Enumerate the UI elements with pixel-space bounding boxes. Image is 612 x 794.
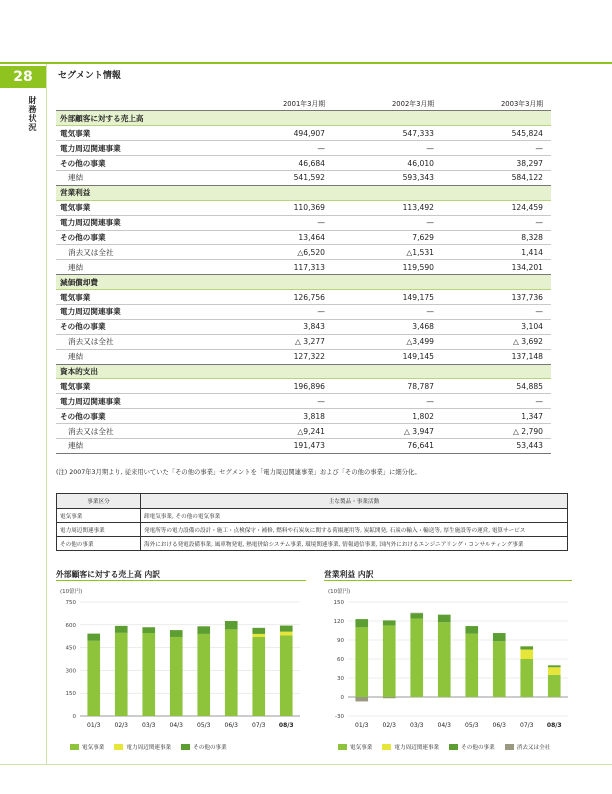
x-tick-label: 07/3 [520,722,534,729]
table-row [56,215,551,230]
row-label: 消去又は全社 [56,424,224,439]
legend-label: 電力周辺関連事業 [126,745,172,751]
value-cell: 119,590 [333,260,442,275]
x-tick-label: 08/3 [278,722,294,729]
bar-segment [548,675,561,697]
value-cell: 113,492 [333,200,442,215]
column-header [56,96,224,111]
value-cell: 134,201 [442,260,551,275]
page-title: セグメント情報 [58,71,121,81]
x-tick-label: 02/3 [382,722,396,729]
x-tick-label: 06/3 [224,722,238,729]
table-row [56,319,551,334]
value-cell: 1,414 [442,245,551,260]
row-label: その他の事業 [56,230,224,245]
legend-swatch [181,744,190,750]
section-title: 営業利益 [56,185,551,200]
column-header: 2002年3月期 [333,96,442,111]
bar-segment [197,634,210,716]
y-tick-label: 60 [337,657,344,663]
row-label: その他の事業 [56,156,224,171]
section-header-row [56,275,551,290]
row-label: 連結 [56,260,224,275]
value-cell: △1,531 [333,245,442,260]
table-row [56,200,551,215]
value-cell: 53,443 [442,438,551,453]
table-row [56,349,551,364]
table-row [56,260,551,275]
value-cell: 584,122 [442,170,551,185]
chart-title-sales: 外部顧客に対する売上高 内訳 [56,570,161,579]
x-tick-label: 05/3 [197,722,211,729]
x-tick-label: 03/3 [142,722,156,729]
value-cell: 3,818 [224,409,333,424]
bar-segment [520,659,533,697]
y-tick-label: 450 [65,645,76,652]
bar-segment [383,697,396,698]
bottom-rule [0,764,612,765]
value-cell: △ 3,692 [442,334,551,349]
value-cell: 547,333 [333,126,442,141]
value-cell: 76,641 [333,438,442,453]
bar-segment [252,628,265,634]
bar-segment [197,626,210,634]
column-header: 2003年3月期 [442,96,551,111]
y-tick-label: 750 [65,600,76,606]
value-cell: △9,241 [224,424,333,439]
segment-description-table [56,493,568,551]
table-row [56,394,551,409]
legend-swatch [70,744,79,750]
bar-segment [170,637,183,716]
y-tick-label: 150 [333,600,344,606]
bar-segment [410,618,423,697]
value-cell: 46,684 [224,156,333,171]
profit-chart-legend [338,743,550,751]
legend-item [114,743,171,751]
value-cell: 110,369 [224,200,333,215]
table-row [56,141,551,156]
table-row [56,379,551,394]
axis-unit: (10億円) [60,589,83,595]
value-cell: 3,104 [442,319,551,334]
table-row [56,334,551,349]
bar-segment [410,613,423,614]
row-label: 連結 [56,170,224,185]
value-cell: 593,343 [333,170,442,185]
value-cell: — [442,215,551,230]
value-cell: 494,907 [224,126,333,141]
table-row [57,523,568,537]
y-tick-label: 300 [65,668,76,675]
segment-name: その他の事業 [57,537,141,551]
bar-segment [383,625,396,697]
legend-label: 電気事業 [82,745,105,751]
sales-chart [56,582,306,737]
row-label: 連結 [56,438,224,453]
x-tick-label: 05/3 [465,722,479,729]
value-cell: 38,297 [442,156,551,171]
legend-label: 電力周辺関連事業 [394,745,440,751]
bar-segment [548,665,561,667]
segment-desc: 海外における発電設備事業, 風車物発電, 熱電併給システム事業, 環境関連事業, 情報通信事業, 国内外におけるエンジニアリング・コンサルティング事業 [141,537,568,551]
value-cell: △6,520 [224,245,333,260]
legend-label: 消去又は全社 [516,745,551,751]
bar-segment [225,629,238,716]
value-cell: 54,885 [442,379,551,394]
y-tick-label: -30 [335,714,344,720]
legend-swatch [382,744,391,750]
value-cell: 126,756 [224,290,333,305]
bar-segment [493,633,506,641]
table-row [56,170,551,185]
bar-segment [115,626,128,633]
bar-segment [355,627,368,697]
bar-segment [252,634,265,637]
segment-desc: 卸電気事業, その他の電気事業 [141,509,568,523]
side-bar [0,64,47,764]
value-cell: — [333,304,442,319]
value-cell: — [224,394,333,409]
value-cell: 541,592 [224,170,333,185]
segment-name: 電気事業 [57,509,141,523]
value-cell: 545,824 [442,126,551,141]
legend-item [449,743,495,751]
value-cell: 46,010 [333,156,442,171]
row-label: 消去又は全社 [56,334,224,349]
value-cell: — [224,141,333,156]
value-cell: 149,175 [333,290,442,305]
y-tick-label: 150 [65,691,76,698]
table-row [57,537,568,551]
side-label: 財務状況 [28,96,37,132]
chart-title-profit: 営業利益 内訳 [324,570,374,579]
legend-swatch [338,744,347,750]
legend-item [382,743,439,751]
bar-segment [493,641,506,697]
value-cell: 13,464 [224,230,333,245]
footnote: (注) 2007年3月期より, 従来用いていた「その他の事業」セグメントを「電力周辺関連事業」および「その他の事業」に細分化。 [56,469,421,476]
x-tick-label: 07/3 [252,722,266,729]
value-cell: 78,787 [333,379,442,394]
legend-item [505,743,551,751]
row-label: 電気事業 [56,290,224,305]
bar-segment [465,634,478,697]
x-tick-label: 08/3 [546,722,562,729]
y-tick-label: 600 [65,622,76,629]
bar-segment [438,615,451,623]
value-cell: △ 3,947 [333,424,442,439]
row-label: 電力周辺関連事業 [56,394,224,409]
x-tick-label: 06/3 [492,722,506,729]
bar-segment [225,621,238,629]
x-tick-label: 01/3 [87,722,101,729]
value-cell: — [224,215,333,230]
row-label: 連結 [56,349,224,364]
value-cell: 191,473 [224,438,333,453]
y-tick-label: 30 [337,676,344,682]
profit-chart [324,582,574,737]
value-cell: 7,629 [333,230,442,245]
value-cell: △ 2,790 [442,424,551,439]
value-cell: 137,736 [442,290,551,305]
row-label: 電気事業 [56,379,224,394]
y-tick-label: 0 [340,695,344,701]
bar-segment [115,633,128,716]
legend-label: 電気事業 [350,745,373,751]
sales-chart-legend [70,743,227,751]
legend-item [338,743,372,751]
section-title: 減価償却費 [56,275,551,290]
value-cell: 137,148 [442,349,551,364]
page-number: 28 [0,66,46,88]
x-tick-label: 02/3 [114,722,128,729]
bar-segment [383,620,396,625]
bar-segment [142,627,155,633]
value-cell: 127,322 [224,349,333,364]
row-label: その他の事業 [56,409,224,424]
legend-label: その他の事業 [193,745,227,751]
bar-segment [548,667,561,675]
value-cell: △3,499 [333,334,442,349]
section-title: 外部顧客に対する売上高 [56,111,551,126]
table-row [56,438,551,453]
bar-segment [142,633,155,716]
row-label: 電気事業 [56,126,224,141]
bar-segment [280,626,293,632]
segment-name: 電力周辺関連事業 [57,523,141,537]
y-tick-label: 90 [337,638,344,644]
value-cell: — [333,141,442,156]
bar-segment [87,634,100,641]
chart-rule [324,580,572,581]
row-label: 消去又は全社 [56,245,224,260]
bar-segment [438,622,451,697]
column-header: 2001年3月期 [224,96,333,111]
section-header-row [56,111,551,126]
x-tick-label: 03/3 [410,722,424,729]
value-cell: 196,896 [224,379,333,394]
table-row [57,509,568,523]
value-cell: — [442,394,551,409]
value-cell: — [224,304,333,319]
bar-segment [170,630,183,637]
value-cell: — [333,215,442,230]
bar-segment [465,626,478,634]
column-header: 事業区分 [57,494,141,509]
value-cell: 8,328 [442,230,551,245]
value-cell: — [442,141,551,156]
table-row [56,245,551,260]
bar-segment [520,650,533,660]
section-title: 資本的支出 [56,364,551,379]
bar-segment [355,697,368,701]
section-header-row [56,364,551,379]
value-cell: 1,347 [442,409,551,424]
value-cell: 3,468 [333,319,442,334]
column-header: 主な製品・事業活動 [141,494,568,509]
legend-item [181,743,227,751]
axis-unit: (10億円) [328,589,351,595]
row-label: 電力周辺関連事業 [56,215,224,230]
x-tick-label: 01/3 [355,722,369,729]
bar-segment [87,641,100,716]
legend-swatch [449,744,458,750]
value-cell: — [333,394,442,409]
legend-swatch [114,744,123,750]
top-rule [0,62,612,64]
value-cell: 1,802 [333,409,442,424]
x-tick-label: 04/3 [169,722,183,729]
legend-swatch [505,744,514,750]
section-header-row [56,185,551,200]
value-cell: 117,313 [224,260,333,275]
legend-label: その他の事業 [461,745,495,751]
bar-segment [252,637,265,716]
y-tick-label: 0 [72,714,76,720]
y-tick-label: 120 [333,619,344,625]
bar-segment [280,635,293,716]
table-header-row [56,96,551,111]
value-cell: — [442,304,551,319]
bar-segment [355,619,368,627]
value-cell: 3,843 [224,319,333,334]
chart-rule [56,580,306,581]
segment-financial-table [56,96,551,454]
value-cell: 124,459 [442,200,551,215]
table-header-row [57,494,568,509]
table-row [56,424,551,439]
row-label: 電気事業 [56,200,224,215]
table-row [56,290,551,305]
table-row [56,156,551,171]
value-cell: △ 3,277 [224,334,333,349]
table-row [56,409,551,424]
bar-segment [410,613,423,618]
legend-item [70,743,104,751]
segment-desc: 発電所等の電力設備の設計・施工・点検保守・補修, 燃料や石炭灰に関する荷揚運用等, 炭鉱開発, 石炭の輸入・輸送等, 厚生施設等の運営, 電算サービス [141,523,568,537]
table-row [56,230,551,245]
bar-segment [520,646,533,649]
table-row [56,304,551,319]
x-tick-label: 04/3 [437,722,451,729]
bar-segment [280,632,293,636]
row-label: 電力周辺関連事業 [56,141,224,156]
value-cell: 149,145 [333,349,442,364]
row-label: 電力周辺関連事業 [56,304,224,319]
table-row [56,126,551,141]
row-label: その他の事業 [56,319,224,334]
